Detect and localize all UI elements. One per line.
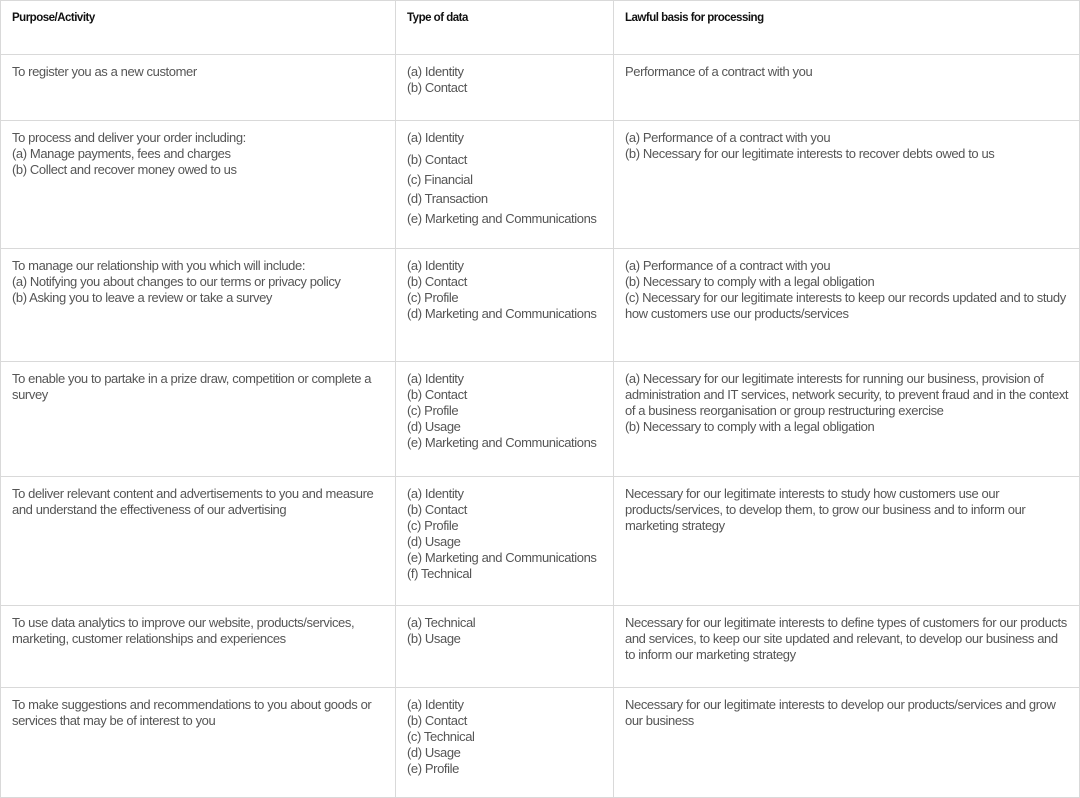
data-type-item: (e) Marketing and Communications xyxy=(407,435,597,450)
header-purpose: Purpose/Activity xyxy=(1,1,396,55)
data-type-item: (b) Contact xyxy=(407,387,467,402)
data-type-item: (e) Marketing and Communications xyxy=(407,550,597,565)
data-type-item: (a) Identity xyxy=(407,64,464,79)
data-type-item: (a) Identity xyxy=(407,486,464,501)
data-type-cell xyxy=(396,688,614,798)
lawful-basis-cell xyxy=(614,362,1080,477)
purpose-subitem: (b) Collect and recover money owed to us xyxy=(12,162,237,177)
data-type-item: (c) Financial xyxy=(407,171,473,187)
data-type-item: (e) Profile xyxy=(407,761,459,776)
table-row xyxy=(1,362,1080,477)
data-type-item: (b) Contact xyxy=(407,502,467,517)
purpose-cell xyxy=(1,249,396,362)
data-type-cell xyxy=(396,362,614,477)
purpose-subitem: (b) Asking you to leave a review or take a survey xyxy=(12,290,273,305)
data-type-item: (d) Usage xyxy=(407,534,461,549)
lawful-basis-cell xyxy=(614,55,1080,121)
data-type-item: (d) Usage xyxy=(407,419,461,434)
data-type-item: (a) Identity xyxy=(407,130,464,145)
lawful-basis-text: (b) Necessary to comply with a legal obligation xyxy=(625,419,875,434)
data-type-item: (a) Identity xyxy=(407,258,464,273)
data-type-item: (b) Contact xyxy=(407,80,467,95)
lawful-basis-text: (b) Necessary to comply with a legal obligation xyxy=(625,274,875,289)
purpose-cell xyxy=(1,121,396,249)
data-type-cell xyxy=(396,55,614,121)
lawful-basis-cell xyxy=(614,688,1080,798)
lawful-basis-text: (a) Necessary for our legitimate interests for running our business, provision of administration and IT services, network security, to prevent fraud and in the context of a business reorganisation or group restructuring exercise xyxy=(625,371,1069,418)
table-row xyxy=(1,606,1080,688)
lawful-basis-cell xyxy=(614,606,1080,688)
data-type-item: (a) Identity xyxy=(407,371,464,386)
purpose-text: To make suggestions and recommendations to you about goods or services that may be of interest to you xyxy=(12,697,372,728)
table-row xyxy=(1,249,1080,362)
lawful-basis-text: (c) Necessary for our legitimate interests to keep our records updated and to study how customers use our products/services xyxy=(625,290,1066,321)
purpose-text: To deliver relevant content and advertisements to you and measure and understand the effectiveness of our advertising xyxy=(12,486,374,517)
data-type-item: (d) Marketing and Communications xyxy=(407,306,597,321)
lawful-basis-cell xyxy=(614,121,1080,249)
data-type-cell xyxy=(396,121,614,249)
data-type-item: (b) Contact xyxy=(407,274,467,289)
purpose-text: To use data analytics to improve our website, products/services, marketing, customer relationships and experiences xyxy=(12,615,355,646)
data-type-cell xyxy=(396,249,614,362)
purpose-subitem: (a) Notifying you about changes to our terms or privacy policy xyxy=(12,274,341,289)
purpose-text: To process and deliver your order including: xyxy=(12,130,246,145)
data-type-item: (a) Technical xyxy=(407,615,476,630)
data-type-cell xyxy=(396,477,614,606)
purpose-text: To manage our relationship with you which will include: xyxy=(12,258,306,273)
data-type-item: (c) Profile xyxy=(407,403,459,418)
header-row xyxy=(1,1,1080,55)
data-type-item: (d) Usage xyxy=(407,745,461,760)
data-type-item: (a) Identity xyxy=(407,697,464,712)
header-type-of-data: Type of data xyxy=(396,1,614,55)
lawful-basis-text: Necessary for our legitimate interests to define types of customers for our products and services, to keep our site updated and relevant, to develop our business and to inform our marketing strategy xyxy=(625,615,1067,662)
lawful-basis-text: (a) Performance of a contract with you xyxy=(625,258,831,273)
table-row xyxy=(1,55,1080,121)
data-type-cell xyxy=(396,606,614,688)
purpose-cell xyxy=(1,55,396,121)
lawful-basis-text: (a) Performance of a contract with you xyxy=(625,130,831,145)
lawful-basis-text: Necessary for our legitimate interests to study how customers use our products/services, to develop them, to grow our business and to inform our marketing strategy xyxy=(625,486,1026,533)
purpose-cell xyxy=(1,606,396,688)
data-type-item: (b) Contact xyxy=(407,713,467,728)
purpose-cell xyxy=(1,688,396,798)
lawful-basis-text: (b) Necessary for our legitimate interests to recover debts owed to us xyxy=(625,146,995,161)
lawful-basis-cell xyxy=(614,249,1080,362)
lawful-basis-text: Necessary for our legitimate interests to develop our products/services and grow our business xyxy=(625,697,1056,728)
data-type-item: (f) Technical xyxy=(407,566,472,581)
data-type-item: (b) Contact xyxy=(407,152,467,167)
data-type-item: (c) Profile xyxy=(407,518,459,533)
table-row xyxy=(1,688,1080,798)
purpose-text: To enable you to partake in a prize draw, competition or complete a survey xyxy=(12,371,372,402)
purpose-cell xyxy=(1,477,396,606)
table-row xyxy=(1,477,1080,606)
header-lawful-basis: Lawful basis for processing xyxy=(614,1,1080,55)
lawful-basis-text: Performance of a contract with you xyxy=(625,64,813,79)
data-type-item: (e) Marketing and Communications xyxy=(407,210,597,226)
data-type-item: (b) Usage xyxy=(407,631,461,646)
purpose-cell xyxy=(1,362,396,477)
data-type-item: (c) Profile xyxy=(407,290,459,305)
data-type-item: (d) Transaction xyxy=(407,191,488,206)
table-row xyxy=(1,121,1080,249)
purpose-text: To register you as a new customer xyxy=(12,64,197,79)
lawful-basis-cell xyxy=(614,477,1080,606)
data-type-item: (c) Technical xyxy=(407,729,475,744)
purpose-subitem: (a) Manage payments, fees and charges xyxy=(12,146,231,161)
